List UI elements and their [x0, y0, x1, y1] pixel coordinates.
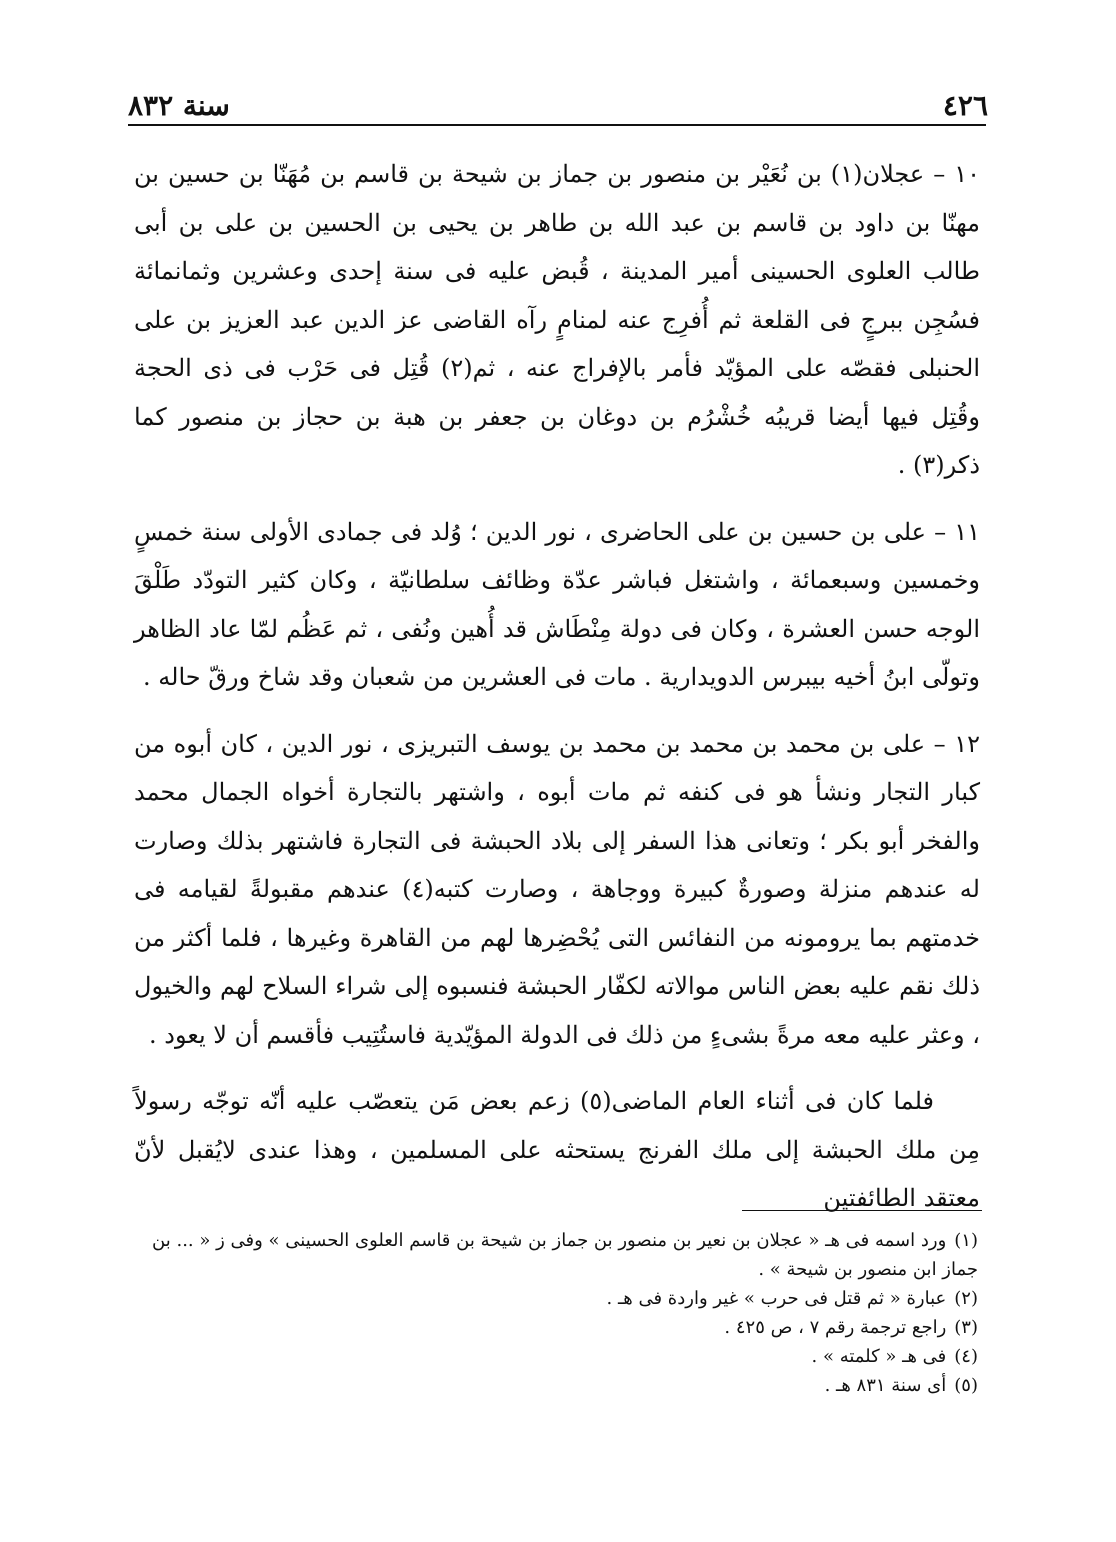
- footnote-4: [134, 1342, 978, 1371]
- footnote-5: [134, 1371, 978, 1400]
- footnote-number: (٤): [954, 1346, 978, 1367]
- entry-10: ١٠ – عجلان(١) بن نُعَيْر بن منصور بن جماز بن شيحة بن قاسم بن مُهَنّا بن حسين بن مهنّا بن داود بن قاسم بن عبد الله بن طاهر بن يحيى بن الحسين بن على بن أبى طالب العلوى الحسينى أمير المدينة ، قُبض عليه فى سنة إحدى وعشرين وثمانمائة فسُجِن ببرجٍ فى القلعة ثم أُفرِج عنه لمنامٍ رآه القاضى عز الدين عبد العزيز بن على الحنبلى فقصّه على المؤيّد فأمر بالإفراج عنه ، ثم(٢) قُتِل فى حَرْب فى ذى الحجة وقُتِل فيها أيضا قريبُه خُشْرُم بن دوغان بن جعفر بن هبة بن حجاز بن منصور كما ذكر(٣) .: [134, 160, 981, 479]
- body-text: [134, 150, 980, 1223]
- page-header: [128, 78, 988, 122]
- running-title: سنة ٨٣٢: [128, 89, 230, 122]
- footnote-2: [134, 1284, 978, 1313]
- footnote-text: راجع ترجمة رقم ٧ ، ص ٤٢٥ .: [724, 1317, 947, 1338]
- header-rule: [128, 124, 986, 126]
- entry-12-continued: فلما كان فى أثناء العام الماضى(٥) زعم بعض مَن يتعصّب عليه أنّه توجّه رسولاً مِن ملك الحبشة إلى ملك الفرنج يستحثه على المسلمين ، وهذا عندى لايُقبل لأنّ معتقد الطائفتين: [134, 1087, 981, 1212]
- footnotes: [134, 1226, 978, 1400]
- footnote-rule: [742, 1210, 982, 1211]
- footnote-number: (٣): [954, 1317, 978, 1338]
- page-number: ٤٢٦: [942, 89, 988, 122]
- footnote-text: أى سنة ٨٣١ هـ .: [824, 1375, 947, 1396]
- entry-12: ١٢ – على بن محمد بن محمد بن محمد بن يوسف التبريزى ، نور الدين ، كان أبوه من كبار التجار ونشأ هو فى كنفه ثم مات أبوه ، واشتهر بالتجارة أخواه الجمال محمد والفخر أبو بكر ؛ وتعانى هذا السفر إلى بلاد الحبشة فى التجارة فاشتهر بذلك وصارت له عندهم منزلة وصورةٌ كبيرة ووجاهة ، وصارت كتبه(٤) عندهم مقبولةً لقيامه فى خدمتهم بما يرومونه من النفائس التى يُحْضِرها لهم من القاهرة وغيرها ، فلما أكثر من ذلك نقم عليه بعض الناس موالاته لكفّار الحبشة فنسبوه إلى شراء السلاح لهم والخيول ، وعثر عليه معه مرةً بشىءٍ من ذلك فى الدولة المؤيّدية فاستُتِيب فأقسم أن لا يعود .: [134, 729, 981, 1049]
- footnote-1: [134, 1226, 978, 1284]
- footnote-text: ورد اسمه فى هـ « عجلان بن نعير بن منصور بن جماز بن شيحة بن قاسم العلوى الحسينى » وفى ز « ... بن جماز ابن منصور بن شيحة » .: [152, 1230, 978, 1280]
- footnote-text: عبارة « ثم قتل فى حرب » غير واردة فى هـ .: [606, 1288, 947, 1309]
- footnote-3: [134, 1313, 978, 1342]
- footnote-text: فى هـ « كلمته » .: [811, 1346, 947, 1367]
- footnote-number: (٥): [954, 1375, 978, 1396]
- entry-11: ١١ – على بن حسين بن على الحاضرى ، نور الدين ؛ وُلد فى جمادى الأولى سنة خمسٍ وخمسين وسبعمائة ، واشتغل فباشر عدّة وظائف سلطانيّة ، وكان كثير التودّد طَلْقَ الوجه حسن العشرة ، وكان فى دولة مِنْطَاش قد أُهين ونُفى ، ثم عَظُم لمّا عاد الظاهر وتولّى ابنُ أخيه بيبرس الدويدارية . مات فى العشرين من شعبان وقد شاخ ورقّ حاله .: [134, 517, 980, 691]
- footnote-number: (٢): [954, 1288, 978, 1309]
- footnote-number: (١): [954, 1230, 978, 1251]
